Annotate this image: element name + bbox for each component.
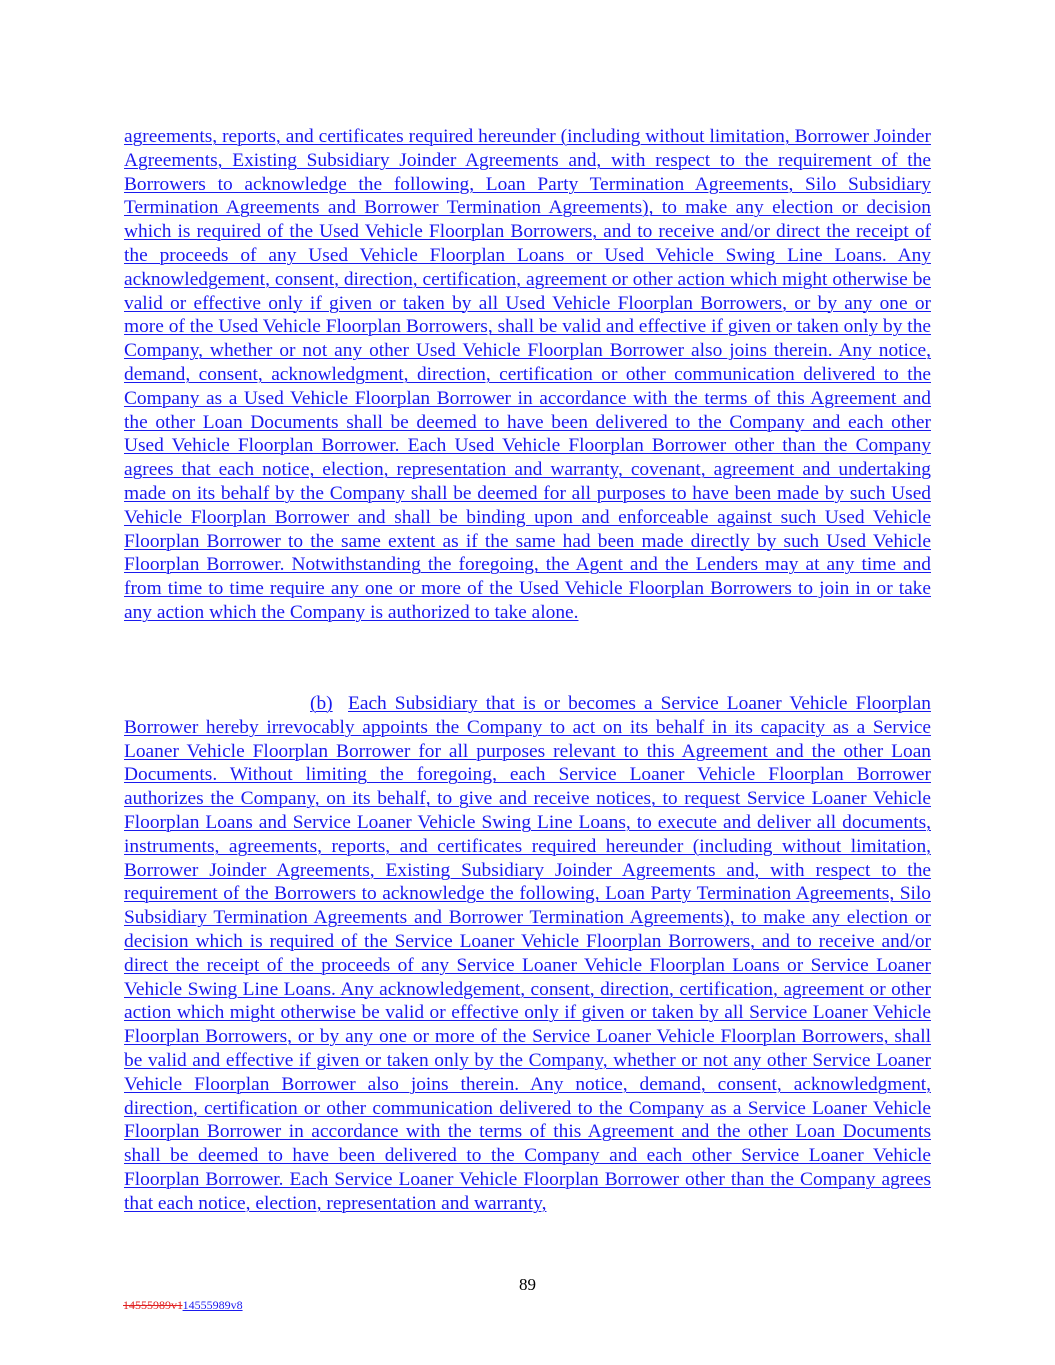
paragraph-a (124, 125, 931, 625)
paragraph-b-text: Each Subsidiary that is or becomes a Service Loaner Vehicle Floorplan Borrower hereby irrevocably appoints the Company to act on its behalf in its capacity as a Service Loaner Vehicle Floorplan Borrower for all purposes relevant to this Agreement and the other Loan Documents. Without limiting the foregoing, each Service Loaner Vehicle Floorplan Borrower authorizes the Company, on its behalf, to give and receive notices, to request Service Loaner Vehicle Floorplan Loans and Service Loaner Vehicle Swing Line Loans, to execute and deliver all documents, instruments, agreements, reports, and certificates required hereunder (including without limitation, Borrower Joinder Agreements, Existing Subsidiary Joinder Agreements and, with respect to the requirement of the Borrowers to acknowledge the following, Loan Party Termination Agreements, Silo Subsidiary Termination Agreements and Borrower Termination Agreements), to make any election or decision which is required of the Service Loaner Vehicle Floorplan Borrowers, and to receive and/or direct the receipt of the proceeds of any Service Loaner Vehicle Floorplan Loans or Service Loaner Vehicle Swing Line Loans. Any acknowledgement, consent, direction, certification, agreement or other action which might otherwise be valid or effective only if given or taken by all Service Loaner Vehicle Floorplan Borrowers, or by any one or more of the Service Loaner Vehicle Floorplan Borrowers, shall be valid and effective if given or taken only by the Company, whether or not any other Service Loaner Vehicle Floorplan Borrower also joins therein. Any notice, demand, consent, acknowledgment, direction, certification or other communication delivered to the Company as a Service Loaner Vehicle Floorplan Borrower in accordance with the terms of this Agreement and the other Loan Documents shall be deemed to have been delivered to the Company and each other Service Loaner Vehicle Floorplan Borrower. Each Service Loaner Vehicle Floorplan Borrower other than the Company agrees that each notice, election, representation and warranty, (124, 693, 931, 1214)
page-number: 89 (519, 1275, 536, 1294)
paragraph-a-text: agreements, reports, and certificates required hereunder (including without limitation, Borrower Joinder Agreements, Existing Subsidiary Joinder Agreements and, with respect to the requirement of the Borrowers to acknowledge the following, Loan Party Termination Agreements, Silo Subsidiary Termination Agreements and Borrower Termination Agreements), to make any election or decision which is required of the Used Vehicle Floorplan Borrowers, and to receive and/or direct the receipt of the proceeds of any Used Vehicle Floorplan Loans or Used Vehicle Swing Line Loans. Any acknowledgement, consent, direction, certification, agreement or other action which might otherwise be valid or effective only if given or taken by all Used Vehicle Floorplan Borrowers, or by any one or more of the Used Vehicle Floorplan Borrowers, shall be valid and effective if given or taken only by the Company, whether or not any other Used Vehicle Floorplan Borrower also joins therein. Any notice, demand, consent, acknowledgment, direction, certification or other communication delivered to the Company as a Used Vehicle Floorplan Borrower in accordance with the terms of this Agreement and the other Loan Documents shall be deemed to have been delivered to the Company and each other Used Vehicle Floorplan Borrower. Each Used Vehicle Floorplan Borrower other than the Company agrees that each notice, election, representation and warranty, covenant, agreement and undertaking made on its behalf by the Company shall be deemed for all purposes to have been made by such Used Vehicle Floorplan Borrower and shall be binding upon and enforceable against such Used Vehicle Floorplan Borrower to the same extent as if the same had been made directly by such Used Vehicle Floorplan Borrower. Notwithstanding the foregoing, the Agent and the Lenders may at any time and from time to time require any one or more of the Used Vehicle Floorplan Borrowers to join in or take any action which the Company is authorized to take alone. (124, 126, 931, 623)
document-id-deleted: 14555989v1 (123, 1298, 183, 1312)
paragraph-b-label: (b) (310, 693, 333, 714)
document-id-inserted: 14555989v8 (182, 1298, 243, 1312)
document-id (123, 1298, 243, 1313)
paragraph-b (124, 692, 931, 1216)
